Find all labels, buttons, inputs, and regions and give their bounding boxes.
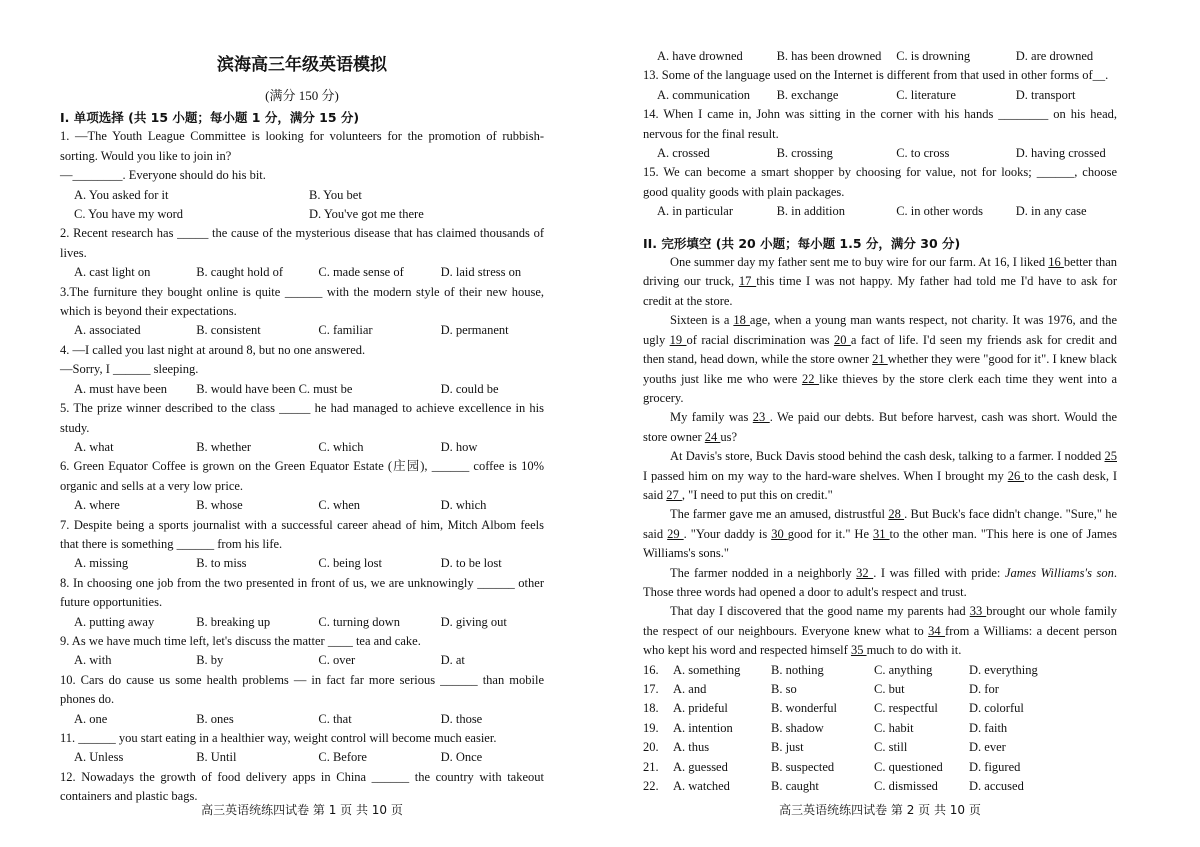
option: C. familiar (318, 323, 373, 338)
cloze-text: That day I discovered that the good name my parents had (670, 604, 970, 619)
option: B. shadow (771, 720, 824, 735)
cloze-blank: 17 (738, 274, 757, 289)
option: D. colorful (969, 701, 1024, 716)
page-2 (643, 0, 1117, 847)
option: B. breaking up (196, 614, 271, 629)
question-6-options (60, 496, 544, 515)
option-number: 22. (643, 779, 659, 794)
option: C. anything (874, 662, 933, 677)
option: B. wonderful (771, 701, 837, 716)
question-1-options (60, 186, 544, 225)
cloze-paragraph-4 (643, 447, 1117, 505)
option-number: 21. (643, 759, 659, 774)
question-1-reply: —________. Everyone should do his bit. (60, 168, 266, 183)
option: A. with (74, 653, 112, 668)
option: A. intention (673, 720, 733, 735)
cloze-text: to the other man. "This here is one of James Williams's sons." (643, 526, 1117, 561)
cloze-blank: 27 (666, 487, 682, 502)
option: B. has been drowned (776, 49, 882, 63)
cloze-text: . "Your daddy is (683, 526, 772, 541)
question-7: 7. Despite being a sports journalist with a successful career ahead of him, Mitch Albom feels that there is something ______ from his life. (60, 517, 544, 551)
section-1-header: I. 单项选择 (共 15 小题；每小题 1 分，满分 15 分) (60, 110, 360, 125)
cloze-blank: 35 (850, 643, 867, 658)
cloze-text: . Those three words had opened a door to adult's respect and trust. (643, 565, 1117, 599)
option: D. which (440, 498, 487, 513)
exam-title: 滨海高三年级英语模拟 (217, 55, 387, 75)
question-13: 13. Some of the language used on the Internet is different from that used in other forms of__. (643, 68, 1109, 83)
option: B. would have been C. must be (196, 381, 353, 396)
cloze-paragraph-5 (643, 505, 1117, 563)
question-9: 9. As we have much time left, let's discuss the matter ____ tea and cake. (60, 633, 421, 648)
cloze-option-row (643, 738, 1117, 757)
option: A. what (74, 439, 114, 454)
cloze-text: At Davis's store, Buck Davis stood behind the cash desk, talking to a farmer. I nodded (670, 449, 1105, 464)
cloze-text: Sixteen is a (670, 313, 734, 328)
option: D. at (440, 653, 465, 668)
cloze-blank: 31 (873, 526, 890, 541)
option: A. Unless (74, 750, 124, 765)
option: D. for (969, 682, 999, 696)
option: C. You have my word (74, 207, 184, 222)
cloze-text: brought our whole family the respect of our neighbours. Everyone knew what to (643, 604, 1118, 638)
option: B. suspected (771, 759, 835, 774)
cloze-blank: 22 (801, 371, 820, 386)
cloze-text: to the cash desk, I said (643, 468, 1118, 502)
option: C. habit (874, 720, 914, 735)
question-10: 10. Cars do cause us some health problems — in fact far more serious ______ than mobile phones do. (60, 672, 544, 707)
option: C. is drowning (896, 49, 971, 63)
cloze-text: age, when a young man wants respect, not charity. It was 1976, and the ugly (643, 313, 1117, 347)
option: D. those (440, 711, 483, 726)
cloze-blank: 33 (969, 604, 987, 619)
question-8-options (60, 613, 544, 632)
cloze-text-italic: James Williams's son (1004, 565, 1114, 580)
cloze-blank: 23 (752, 410, 770, 425)
option-number: 20. (643, 740, 659, 755)
option: A. must have been (74, 381, 168, 396)
cloze-text: of racial discrimination was (686, 332, 834, 347)
option: A. communication (657, 87, 751, 102)
cloze-blank: 26 (1007, 468, 1025, 483)
question-4-reply: —Sorry, I ______ sleeping. (60, 362, 199, 377)
option: D. how (440, 439, 478, 454)
option: D. everything (969, 662, 1038, 677)
cloze-text: . We paid our debts. But before harvest, cash was short. Would the store owner (643, 410, 1118, 444)
option: C. questioned (874, 759, 943, 774)
cloze-options (643, 661, 1117, 797)
cloze-option-row (643, 661, 1117, 680)
question-2-options (60, 263, 544, 282)
option: D. Once (440, 750, 483, 765)
option: C. still (874, 740, 908, 755)
page-2-footer: 高三英语统练四试卷 第 2 页 共 10 页 (779, 803, 981, 817)
cloze-text: The farmer gave me an amused, distrustful (670, 507, 889, 522)
option: D. in any case (1015, 204, 1087, 219)
question-14-options (643, 144, 1117, 163)
cloze-blank: 34 (928, 623, 946, 638)
option: D. having crossed (1015, 146, 1106, 161)
option: D. are drowned (1015, 49, 1094, 63)
page-1 (60, 0, 544, 847)
cloze-blank: 25 (1104, 449, 1117, 464)
cloze-text: us? (720, 429, 738, 444)
option: C. dismissed (874, 779, 938, 794)
question-3: 3.The furniture they bought online is quite ______ with the modern style of their new house, which is beyond their expectations. (60, 284, 544, 319)
option: C. which (318, 439, 364, 454)
option: A. associated (74, 323, 141, 338)
cloze-paragraph-3 (643, 408, 1117, 447)
cloze-text: like thieves by the store clerk each time they went into a grocery. (643, 371, 1117, 405)
cloze-option-row (643, 680, 1117, 699)
option: B. nothing (771, 662, 824, 677)
option: B. exchange (776, 87, 839, 102)
cloze-text: a fact of life. I'd seen my friends ask for credit and then stand, head down, while the store owner (643, 332, 1117, 367)
option: B. to miss (196, 556, 247, 571)
option: D. transport (1015, 87, 1076, 102)
question-3-options (60, 321, 544, 340)
question-13-options (643, 86, 1117, 105)
option (318, 380, 440, 399)
cloze-blank: 18 (733, 313, 750, 328)
question-4-options (60, 380, 544, 399)
option: A. and (673, 682, 707, 696)
option: B. crossing (776, 146, 833, 161)
option-number: 18. (643, 701, 659, 716)
option: B. Until (196, 750, 237, 765)
cloze-option-row (643, 699, 1117, 718)
cloze-paragraph-6 (643, 564, 1117, 603)
cloze-text: from a Williams: a decent person who kept his word and respected himself (643, 623, 1117, 658)
option: B. by (196, 653, 224, 668)
option: D. accused (969, 779, 1024, 794)
question-10-options (60, 710, 544, 729)
option: A. missing (74, 556, 129, 571)
option: D. could be (440, 381, 499, 396)
option-number: 17. (643, 682, 659, 696)
question-15-options (643, 202, 1117, 221)
option: C. to cross (896, 146, 950, 161)
option: B. so (771, 682, 797, 696)
option: C. being lost (318, 556, 382, 571)
cloze-text: . I was filled with pride: (873, 565, 1005, 580)
option: D. laid stress on (440, 265, 522, 280)
option: B. just (771, 740, 804, 755)
option-number: 19. (643, 720, 659, 735)
question-15: 15. We can become a smart shopper by choosing for value, not for looks; ______, choose good quality goods with plain packages. (643, 165, 1117, 199)
cloze-text: good for it." He (787, 526, 874, 541)
question-2: 2. Recent research has _____ the cause of the mysterious disease that has claimed thousands of lives. (60, 226, 544, 260)
question-4: 4. —I called you last night at around 8, but no one answered. (60, 342, 366, 357)
option: A. have drowned (657, 49, 743, 63)
cloze-blank: 29 (667, 526, 684, 541)
option: A. one (74, 711, 108, 726)
option: A. where (74, 498, 120, 513)
option: B. whose (196, 498, 243, 513)
question-12: 12. Nowadays the growth of food delivery apps in China ______ the country with takeout containers and plastic bags. (60, 769, 544, 804)
option: A. prideful (673, 701, 728, 716)
option: B. caught hold of (196, 265, 283, 280)
option: C. but (874, 682, 905, 696)
question-6: 6. Green Equator Coffee is grown on the Green Equator Estate (庄园), ______ coffee is 10% organic and sells at a very low price. (60, 459, 544, 493)
cloze-text: , "I need to put this on credit." (681, 487, 833, 502)
question-5: 5. The prize winner described to the class _____ he had managed to achieve excellence in his study. (60, 401, 544, 435)
option: B. in addition (776, 204, 845, 219)
cloze-text: My family was (670, 410, 753, 425)
cloze-option-row (643, 758, 1117, 777)
option: B. consistent (196, 323, 261, 338)
option: A. putting away (74, 614, 155, 629)
cloze-blank: 28 (888, 507, 905, 522)
cloze-text: The farmer nodded in a neighborly (670, 565, 857, 580)
cloze-paragraph-1 (643, 253, 1117, 311)
option: C. over (318, 653, 356, 668)
option: D. giving out (440, 614, 507, 629)
question-11-options (60, 748, 544, 767)
option: C. made sense of (318, 265, 404, 280)
option: A. cast light on (74, 265, 151, 280)
option-number: 16. (643, 662, 659, 677)
question-11: 11. ______ you start eating in a healthier way, weight control will become much easier. (60, 731, 497, 745)
question-9-options (60, 651, 544, 670)
option: C. turning down (318, 614, 400, 629)
question-1: 1. —The Youth League Committee is looking for volunteers for the promotion of rubbish-sorting. Would you like to join in? (60, 129, 544, 163)
option: D. You've got me there (309, 207, 424, 222)
cloze-paragraph-7 (643, 602, 1117, 660)
question-8: 8. In choosing one job from the two presented in front of us, we are unknowingly ______ other future opportunities. (60, 575, 544, 610)
question-12-options (643, 47, 1117, 66)
option: A. thus (673, 740, 710, 755)
page-1-footer: 高三英语统练四试卷 第 1 页 共 10 页 (201, 803, 403, 817)
cloze-option-row (643, 719, 1117, 738)
option: D. to be lost (440, 556, 502, 571)
option: D. figured (969, 759, 1021, 774)
option: A. something (673, 662, 741, 677)
option: B. caught (771, 779, 819, 794)
option: C. in other words (896, 204, 983, 219)
cloze-text: this time I was not happy. My father had told me I'd have to ask for credit at the store. (643, 274, 1117, 308)
section-2-header: II. 完形填空 (共 20 小题；每小题 1.5 分，满分 30 分) (643, 235, 961, 251)
option: A. watched (673, 779, 730, 794)
option: A. in particular (657, 204, 734, 219)
cloze-blank: 19 (669, 332, 687, 347)
option: D. permanent (440, 323, 509, 338)
cloze-blank: 20 (833, 332, 851, 347)
cloze-text: much to do with it. (866, 643, 962, 658)
option: D. ever (969, 740, 1006, 755)
cloze-blank: 30 (771, 526, 788, 541)
cloze-text: better than driving our truck, (643, 255, 1118, 289)
question-14: 14. When I came in, John was sitting in the corner with his hands ________ on his head, nervous for the final result. (643, 107, 1117, 141)
option: D. faith (969, 720, 1008, 735)
option: A. crossed (657, 146, 710, 161)
full-score: (满分 150 分) (265, 88, 339, 103)
option: C. respectful (874, 701, 938, 716)
cloze-option-row (643, 777, 1117, 796)
cloze-blank: 16 (1048, 255, 1064, 270)
cloze-blank: 24 (704, 429, 721, 444)
cloze-blank: 32 (856, 565, 874, 580)
option: B. whether (196, 439, 252, 454)
option: B. ones (196, 711, 234, 726)
option: C. literature (896, 87, 956, 102)
option: A. guessed (673, 759, 728, 774)
cloze-blank: 21 (872, 352, 888, 367)
option: C. when (318, 498, 361, 513)
option: B. You bet (309, 187, 362, 202)
option: A. You asked for it (74, 187, 169, 202)
cloze-text: . But Buck's face didn't change. "Sure," he said (643, 507, 1117, 541)
cloze-text: whether they were "good for it". I knew black youths just like me who were (643, 352, 1118, 386)
question-7-options (60, 554, 544, 573)
cloze-text: I passed him on my way to the hard-ware shelves. When I brought my (643, 468, 1008, 483)
option: C. that (318, 711, 352, 726)
cloze-paragraph-2 (643, 311, 1117, 408)
cloze-text: One summer day my father sent me to buy wire for our farm. At 16, I liked (670, 255, 1049, 270)
question-5-options (60, 438, 544, 457)
option: C. Before (318, 750, 367, 765)
